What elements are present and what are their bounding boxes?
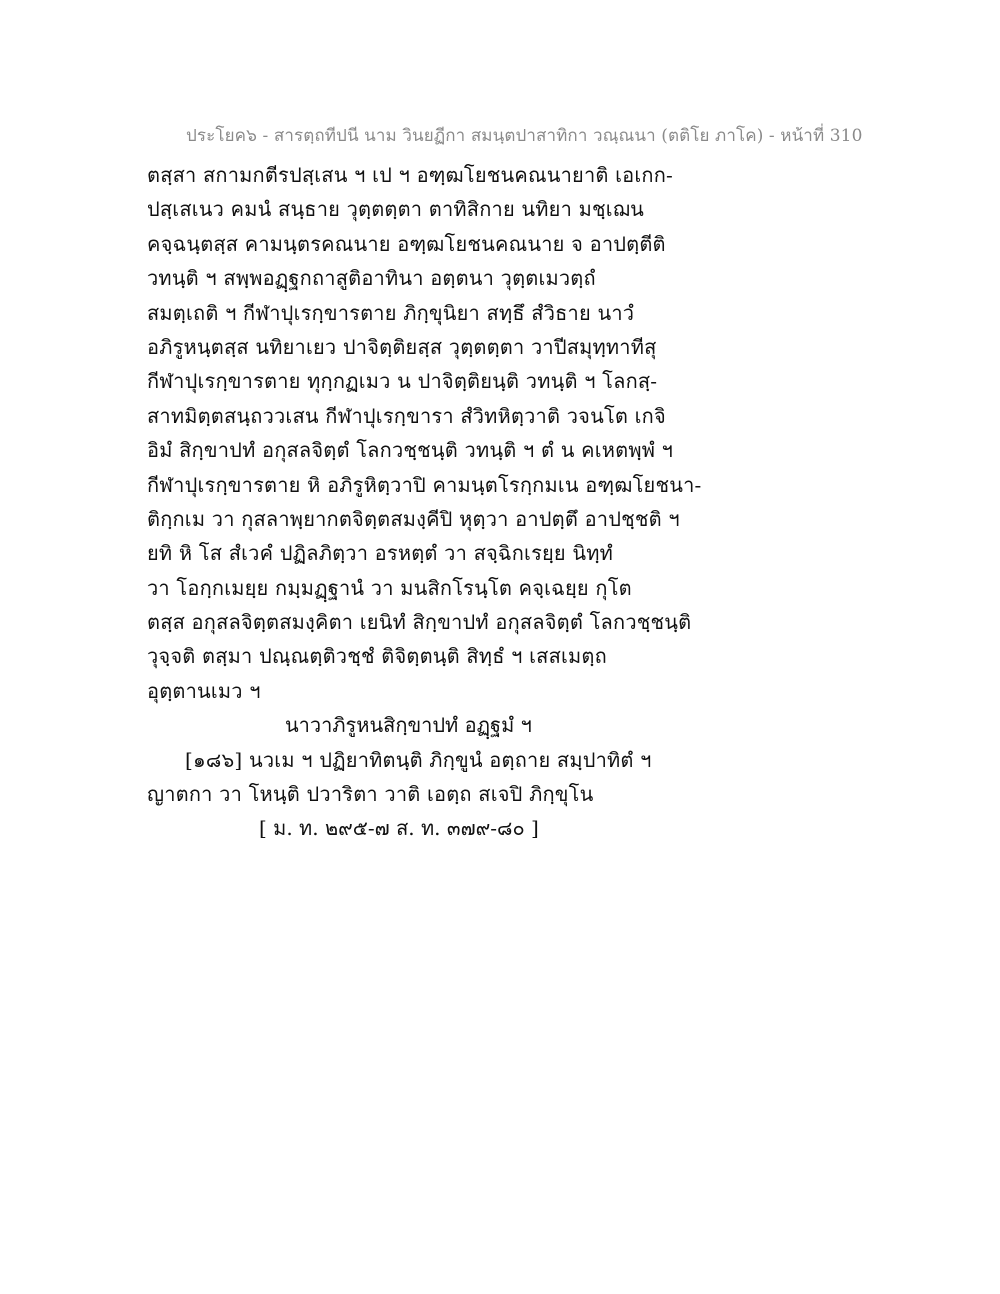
text-line: ญาตกา วา โหนฺติ ปวาริตา วาติ เอตฺถ สเจปิ ภิกฺขุโน [147, 782, 594, 807]
main-text [147, 158, 707, 846]
reference-note: [ ม. ท. ๒๙๕-๗ ส. ท. ๓๗๙-๘๐ ] [259, 816, 539, 841]
text-line: อุตฺตานเมว ฯ [147, 678, 261, 703]
text-line: ยทิ หิ โส สํเวคํ ปฏิลภิตฺวา อรหตฺตํ วา สจฺฉิกเรยฺย นิทฺทํ [147, 541, 614, 566]
text-line: อิมํ สิกฺขาปทํ อกุสลจิตฺตํ โลกวชฺชนฺติ วทนฺติ ฯ ตํ น คเหตพฺพํ ฯ [147, 438, 674, 463]
text-line: ตสฺส อกุสลจิตฺตสมงฺคิตา เยนิทํ สิกฺขาปทํ อกุสลจิตฺตํ โลกวชฺชนฺติ [147, 610, 692, 635]
text-line: วา โอกฺกเมยฺย กมฺมฏฺฐานํ วา มนสิกโรนฺโต คจฺเฉยฺย กุโต [147, 575, 632, 600]
text-line: สมตฺเถติ ฯ กีฬาปุเรกฺขารตาย ภิกฺขุนิยา สทฺธึ สํวิธาย นาวํ [147, 300, 635, 325]
text-line: คจฺฉนฺตสฺส คามนฺตรคณนาย อฑฺฒโยชนคณนาย จ อาปตฺตีติ [147, 231, 666, 256]
text-line: วุจฺจติ ตสฺมา ปณฺณตฺติวชฺชํ ติจิตฺตนฺติ สิทฺธํ ฯ เสสเมตฺถ [147, 644, 607, 669]
text-line: กีฬาปุเรกฺขารตาย ทุกฺกฏเมว น ปาจิตฺติยนฺติ วทนฺติ ฯ โลกสฺ- [147, 369, 658, 394]
page-header: ประโยค๖ - สารตฺถทีปนี นาม วินยฏีกา สมนฺตปาสาทิกา วณฺณนา (ตติโย ภาโค) - หน้าที่ 310 [186, 126, 863, 146]
text-line: วทนฺติ ฯ สพฺพอฏฺฐกถาสูติอาทินา อตฺตนา วุตฺตเมวตฺถํ [147, 266, 596, 291]
text-line: กีฬาปุเรกฺขารตาย หิ อภิรูหิตฺวาปิ คามนฺตโรกฺกมเน อฑฺฒโยชนา- [147, 472, 702, 497]
text-line: อภิรูหนฺตสฺส นทิยาเยว ปาจิตฺติยสฺส วุตฺตตฺตา วาปีสมุทฺทาทีสุ [147, 334, 657, 359]
text-line: สาทมิตฺตสนฺถววเสน กีฬาปุเรกฺขารา สํวิทหิตฺวาติ วจนโต เกจิ [147, 403, 666, 428]
text-line: ติกฺกเม วา กุสลาพฺยากตจิตฺตสมงฺคีปิ หุตฺวา อาปตฺตึ อาปชฺชติ ฯ [147, 506, 680, 531]
text-line: ปสฺเสเนว คมนํ สนฺธาย วุตฺตตฺตา ตาทิสิกาย นทิยา มชฺเฌน [147, 197, 644, 222]
text-line: [๑๘๖] นวเม ฯ ปฏิยาทิตนฺติ ภิกฺขูนํ อตฺถาย สมฺปาทิตํ ฯ [185, 747, 652, 772]
section-title: นาวาภิรูหนสิกฺขาปทํ อฏฺฐมํ ฯ [285, 713, 532, 738]
text-line: ตสฺสา สกามกตีรปสฺเสน ฯ เป ฯ อฑฺฒโยชนคณนายาติ เอเกก- [147, 163, 673, 187]
